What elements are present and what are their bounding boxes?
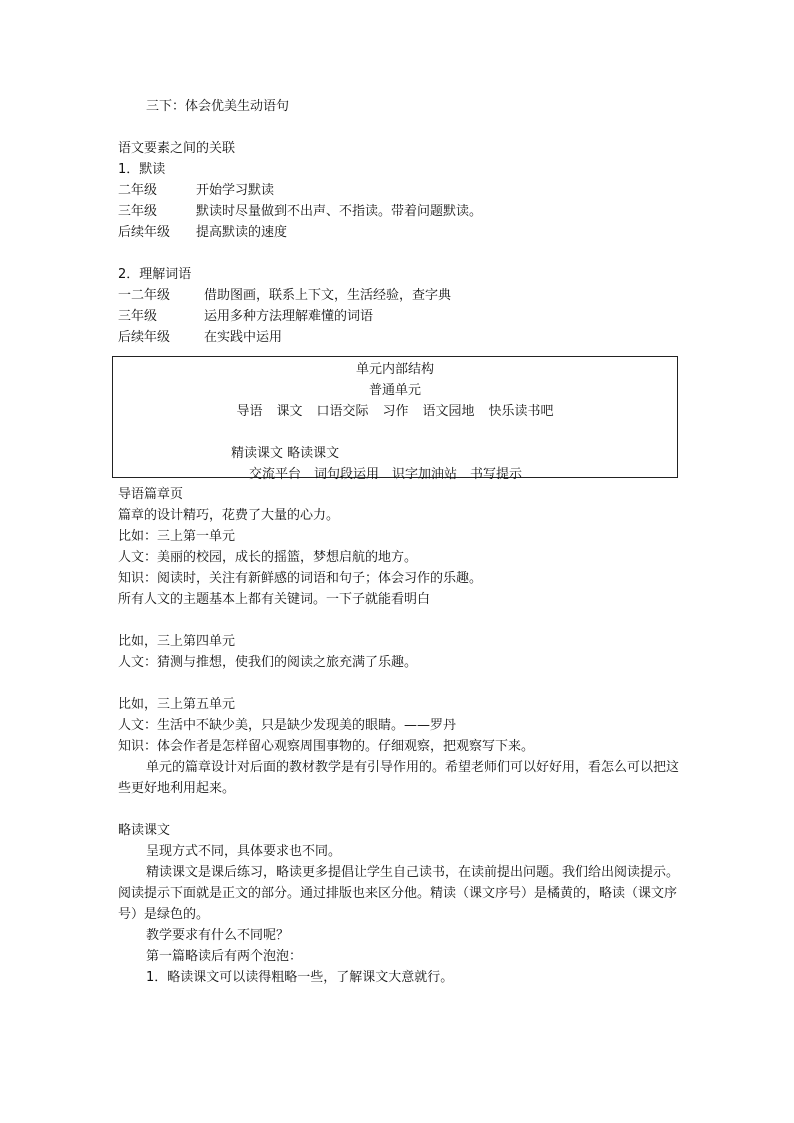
list-item: 后续年级 提高默读的速度 [118, 225, 288, 240]
text-line: 知识：阅读时，关注有新鲜感的词语和句子；体会习作的乐趣。 [118, 571, 483, 586]
text-line: 1．略读课文可以读得粗略一些，了解课文大意就行。 [146, 970, 454, 985]
text-line: 人文：美丽的校园，成长的摇篮，梦想启航的地方。 [118, 550, 418, 565]
box-subtitle: 普通单元 [368, 383, 421, 398]
texts-line: 精读课文 略读课文 [231, 446, 340, 461]
list-item: 三年级 默读时尽量做到不出声、不指读。带着问题默读。 [118, 204, 483, 219]
text-line: 呈现方式不同，具体要求也不同。 [146, 844, 342, 859]
subsection-title: 1．默读 [118, 162, 166, 177]
text-line: 人文：生活中不缺少美，只是缺少发现美的眼睛。——罗丹 [118, 718, 457, 733]
text-line: 所有人文的主题基本上都有关键词。一下子就能看明白 [118, 592, 431, 607]
unit-item: 口语交际 [316, 404, 369, 419]
text-line: 比如，三上第五单元 [118, 697, 236, 712]
list-item: 一二年级 借助图画，联系上下文，生活经验，查字典 [118, 288, 452, 303]
section-title: 导语篇章页 [118, 487, 184, 502]
unit-items [113, 401, 677, 422]
paragraph: 精读课文是课后练习，略读更多提倡让学生自己读书，在读前提出问题。我们给出阅读提示。阅读提示下面就是正文的部分。通过排版也来区分他。精读（课文序号）是橘黄的，略读（课文序号）是绿色的。 [118, 865, 680, 922]
heading-top: 三下：体会优美生动语句 [146, 99, 290, 114]
unit-item: 快乐读书吧 [488, 404, 554, 419]
paragraph: 单元的篇章设计对后面的教材教学是有引导作用的。希望老师们可以好好用，看怎么可以把这些更好地利用起来。 [118, 760, 680, 796]
box-title: 单元内部结构 [355, 362, 434, 377]
text-line: 人文：猜测与推想，使我们的阅读之旅充满了乐趣。 [118, 655, 418, 670]
list-item: 三年级 运用多种方法理解难懂的词语 [118, 309, 374, 324]
section-title: 语文要素之间的关联 [118, 141, 236, 156]
list-item: 后续年级 在实践中运用 [118, 330, 283, 345]
text-line: 知识：体会作者是怎样留心观察周围事物的。仔细观察，把观察写下来。 [118, 739, 535, 754]
garden-line: 交流平台 词句段运用 识字加油站 书写提示 [249, 467, 523, 482]
unit-item: 导语 [236, 404, 263, 419]
subsection-title: 2．理解词语 [118, 267, 192, 282]
text-line: 篇章的设计精巧，花费了大量的心力。 [118, 508, 340, 523]
section-title: 略读课文 [118, 823, 171, 838]
unit-item: 习作 [382, 404, 409, 419]
unit-structure-box [112, 356, 678, 482]
text-line: 比如：三上第一单元 [118, 529, 236, 544]
unit-item: 语文园地 [422, 404, 475, 419]
document-page [118, 96, 684, 988]
list-item: 二年级 开始学习默读 [118, 183, 275, 198]
unit-item: 课文 [276, 404, 303, 419]
text-line: 教学要求有什么不同呢？ [146, 928, 290, 943]
text-line: 第一篇略读后有两个泡泡： [146, 949, 303, 964]
text-line: 比如，三上第四单元 [118, 634, 236, 649]
